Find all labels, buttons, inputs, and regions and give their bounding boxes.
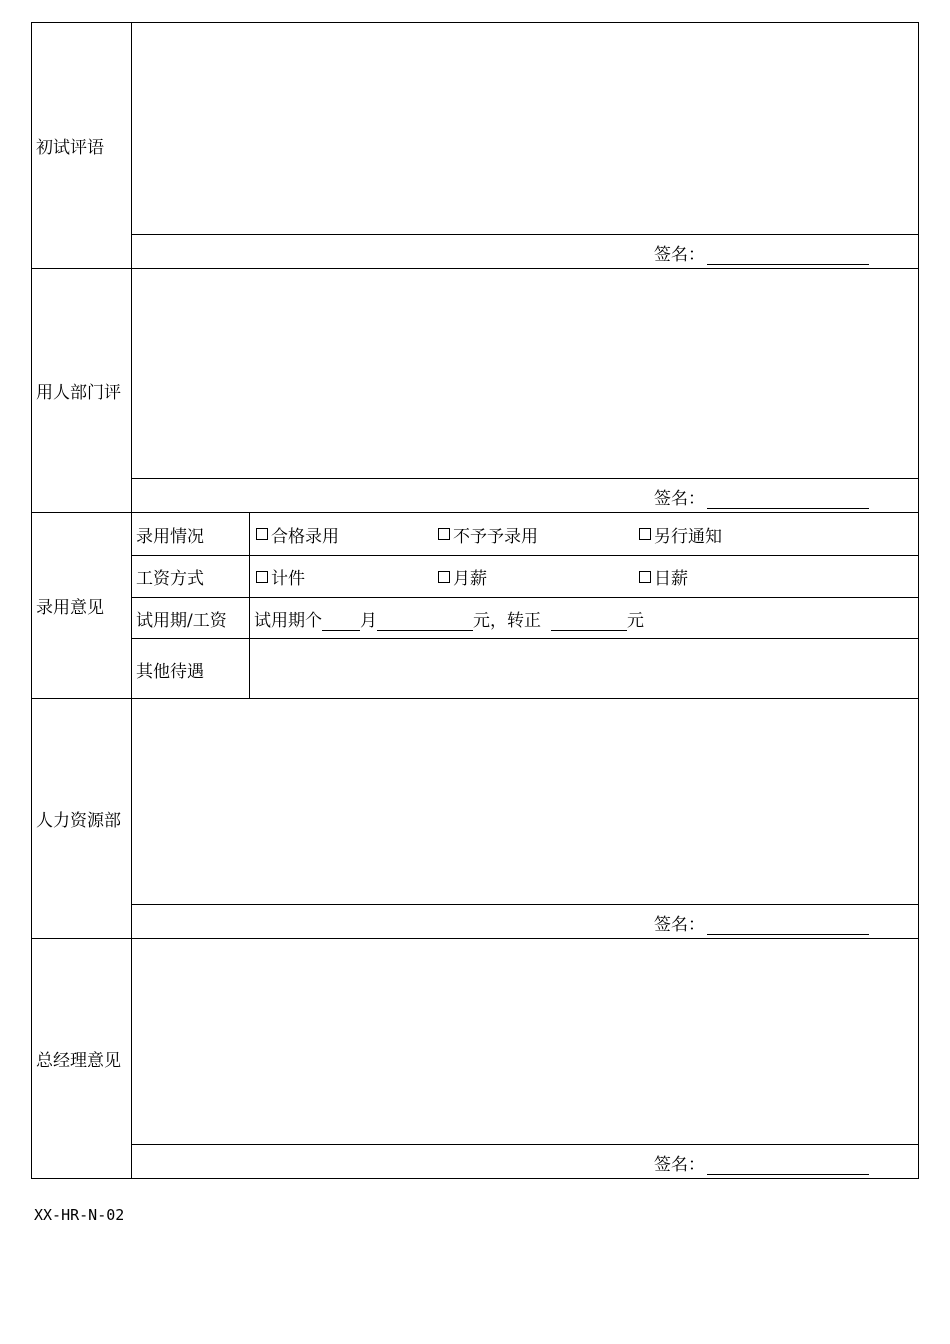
other-benefits-row: [132, 638, 918, 699]
signature-label: 签名：: [654, 489, 705, 509]
option-label: 计件: [271, 569, 305, 589]
regular-salary-blank[interactable]: [551, 612, 627, 631]
section-label: 初试评语: [32, 23, 132, 268]
section-label: 总经理意见: [32, 939, 132, 1178]
initial-interview-comment-area[interactable]: [132, 23, 918, 234]
signature-row: [132, 1144, 918, 1178]
row-content: [250, 556, 918, 597]
section-initial-interview: [32, 23, 918, 268]
signature-row: [132, 904, 918, 938]
probation-terms: [250, 606, 644, 631]
signature-row: [132, 478, 918, 512]
option-label: 日薪: [654, 569, 688, 589]
checkbox-icon[interactable]: [256, 528, 268, 540]
section-content: [132, 23, 918, 268]
checkbox-icon[interactable]: [438, 571, 450, 583]
row-content: [250, 598, 918, 638]
other-benefits-field[interactable]: [250, 639, 918, 699]
hr-comment-area[interactable]: [132, 699, 918, 904]
section-label: 录用意见: [32, 513, 132, 698]
probation-row: [132, 597, 918, 638]
probation-prefix: 试用期个: [254, 610, 322, 631]
option-piece-rate[interactable]: [256, 556, 305, 597]
section-general-manager: [32, 938, 918, 1178]
checkbox-icon[interactable]: [639, 571, 651, 583]
option-daily[interactable]: [639, 556, 688, 597]
section-content: [132, 513, 918, 698]
probation-months-blank[interactable]: [322, 612, 360, 631]
signature: [654, 1150, 869, 1175]
row-label: 录用情况: [132, 513, 250, 555]
row-label: 试用期/工资: [132, 598, 250, 638]
hiring-status-row: [132, 513, 918, 555]
row-label: 其他待遇: [132, 639, 250, 699]
section-label: 人力资源部: [32, 699, 132, 938]
probation-salary-blank[interactable]: [377, 612, 473, 631]
signature: [654, 910, 869, 935]
option-label: 合格录用: [271, 526, 339, 547]
section-department-review: [32, 268, 918, 512]
option-label: 另行通知: [654, 526, 722, 547]
signature: [654, 484, 869, 509]
gm-comment-area[interactable]: [132, 939, 918, 1144]
section-hr-department: [32, 698, 918, 938]
signature-line[interactable]: [707, 244, 869, 265]
option-not-hire[interactable]: [438, 513, 538, 555]
signature: [654, 240, 869, 265]
row-label: 工资方式: [132, 556, 250, 597]
option-qualified-hire[interactable]: [256, 513, 339, 555]
row-content: [250, 513, 918, 555]
signature-line[interactable]: [707, 488, 869, 509]
checkbox-icon[interactable]: [438, 528, 450, 540]
checkbox-icon[interactable]: [256, 571, 268, 583]
option-notify-later[interactable]: [639, 513, 722, 555]
interview-evaluation-form: [31, 22, 919, 1179]
section-content: [132, 699, 918, 938]
yuan-unit: 元: [627, 610, 644, 631]
salary-type-row: [132, 555, 918, 597]
document-code: XX-HR-N-02: [34, 1206, 125, 1224]
option-label: 不予予录用: [453, 526, 538, 547]
option-label: 月薪: [453, 569, 487, 589]
signature-label: 签名：: [654, 1155, 705, 1175]
signature-row: [132, 234, 918, 268]
signature-label: 签名：: [654, 915, 705, 935]
section-hiring-decision: [32, 512, 918, 698]
signature-line[interactable]: [707, 1154, 869, 1175]
section-content: [132, 269, 918, 512]
section-label: 用人部门评: [32, 269, 132, 512]
signature-line[interactable]: [707, 914, 869, 935]
section-content: [132, 939, 918, 1178]
checkbox-icon[interactable]: [639, 528, 651, 540]
department-comment-area[interactable]: [132, 269, 918, 478]
yuan-regular-label: 元，转正: [473, 610, 541, 631]
signature-label: 签名：: [654, 245, 705, 265]
option-monthly[interactable]: [438, 556, 487, 597]
month-unit: 月: [360, 610, 377, 631]
